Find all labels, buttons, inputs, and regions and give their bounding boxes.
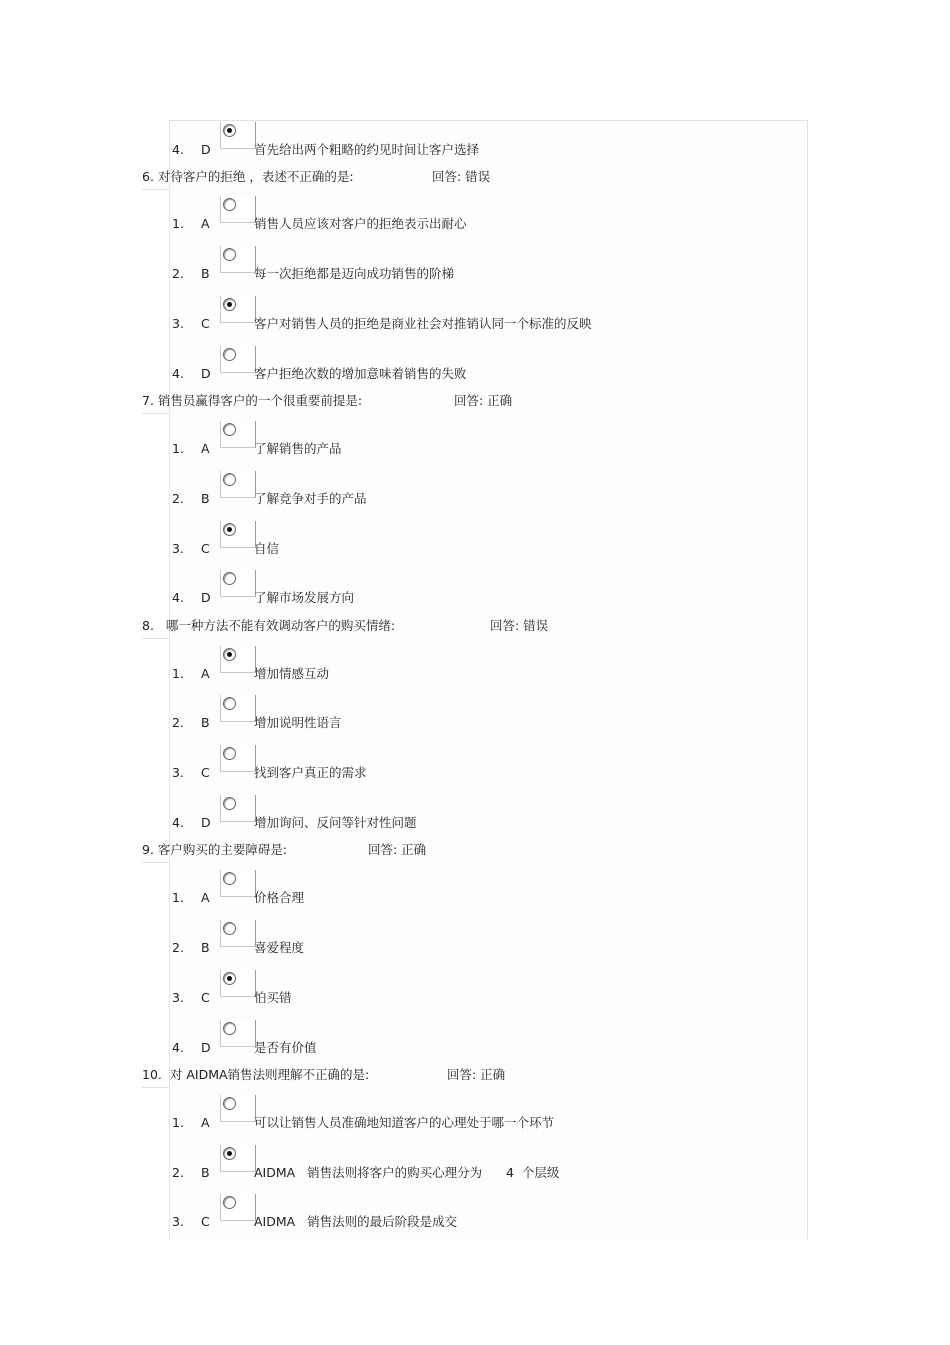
option-number: 1. [172, 441, 184, 456]
radio-button[interactable] [223, 423, 236, 436]
option-text: 首先给出两个粗略的约见时间让客户选择 [254, 142, 480, 157]
question-number: 6. [142, 169, 154, 184]
radio-cell [220, 471, 256, 498]
question-text: 销售员赢得客户的一个很重要前提是: [157, 393, 363, 408]
radio-button[interactable] [223, 697, 236, 710]
radio-button[interactable] [223, 922, 236, 935]
question-number: 10. [142, 1067, 162, 1082]
option-text: 是否有价值 [254, 1040, 317, 1055]
radio-button[interactable] [223, 1022, 236, 1035]
option-text: 找到客户真正的需求 [254, 765, 367, 780]
radio-cell [220, 1020, 256, 1047]
option-letter: D [201, 590, 211, 605]
option-text: 客户对销售人员的拒绝是商业社会对推销认同一个标准的反映 [254, 316, 592, 331]
option-number: 4. [172, 590, 184, 605]
radio-cell [220, 246, 256, 273]
question-number: 9. [142, 842, 154, 857]
option-number: 2. [172, 715, 184, 730]
radio-button[interactable] [223, 298, 236, 311]
radio-button[interactable] [223, 248, 236, 261]
radio-cell [220, 196, 256, 223]
option-number: 2. [172, 491, 184, 506]
radio-button[interactable] [223, 747, 236, 760]
radio-button[interactable] [223, 872, 236, 885]
option-number: 4. [172, 366, 184, 381]
option-text: 增加情感互动 [254, 666, 330, 681]
radio-button[interactable] [223, 1097, 236, 1110]
option-letter: B [201, 266, 210, 281]
radio-button[interactable] [223, 797, 236, 810]
option-letter: B [201, 715, 210, 730]
radio-button[interactable] [223, 348, 236, 361]
option-letter: B [201, 491, 210, 506]
option-number: 3. [172, 765, 184, 780]
radio-cell [220, 695, 256, 722]
radio-button[interactable] [223, 1147, 236, 1160]
option-letter: A [201, 441, 210, 456]
option-letter: A [201, 666, 210, 681]
option-text: 客户拒绝次数的增加意味着销售的失败 [254, 366, 467, 381]
option-number: 2. [172, 266, 184, 281]
radio-cell [220, 1194, 256, 1221]
option-number: 3. [172, 316, 184, 331]
option-text: 怕买错 [254, 990, 292, 1005]
option-letter: D [201, 1040, 211, 1055]
option-number: 1. [172, 666, 184, 681]
option-text: 销售人员应该对客户的拒绝表示出耐心 [254, 216, 467, 231]
option-text: 可以让销售人员准确地知道客户的心理处于哪一个环节 [254, 1115, 555, 1130]
option-number: 1. [172, 1115, 184, 1130]
radio-cell [220, 296, 256, 323]
option-text: 喜爱程度 [254, 940, 305, 955]
option-number: 2. [172, 940, 184, 955]
option-letter: C [201, 541, 210, 556]
question-6 [142, 167, 491, 187]
option-letter: C [201, 765, 210, 780]
option-letter: B [201, 940, 210, 955]
option-letter: D [201, 366, 211, 381]
radio-button[interactable] [223, 1196, 236, 1209]
option-letter: C [201, 316, 210, 331]
answer-status: 回答: 正确 [447, 1067, 506, 1082]
question-8 [142, 616, 549, 636]
option-number: 3. [172, 990, 184, 1005]
radio-cell [220, 920, 256, 947]
radio-cell [220, 570, 256, 597]
option-text: 每一次拒绝都是迈向成功销售的阶梯 [254, 266, 455, 281]
option-text: 了解市场发展方向 [254, 590, 355, 605]
option-number: 1. [172, 216, 184, 231]
option-letter: C [201, 1214, 210, 1229]
answer-status: 回答: 正确 [368, 842, 427, 857]
question-7 [142, 391, 513, 411]
answer-status: 回答: 正确 [454, 393, 513, 408]
option-text: 增加说明性语言 [254, 715, 342, 730]
radio-button[interactable] [223, 198, 236, 211]
option-text: AIDMA 销售法则将客户的购买心理分为 4 个层级 [254, 1165, 560, 1180]
option-letter: D [201, 142, 211, 157]
radio-cell [220, 870, 256, 897]
option-letter: A [201, 216, 210, 231]
radio-cell [220, 646, 256, 673]
answer-status: 回答: 错误 [432, 169, 491, 184]
radio-cell [220, 745, 256, 772]
radio-cell [220, 421, 256, 448]
option-number: 4. [172, 1040, 184, 1055]
question-text: 哪一种方法不能有效调动客户的购买情绪: [165, 618, 396, 633]
option-text: 了解竞争对手的产品 [254, 491, 367, 506]
option-letter: C [201, 990, 210, 1005]
option-number: 3. [172, 1214, 184, 1229]
radio-button[interactable] [223, 648, 236, 661]
option-text: 自信 [254, 541, 280, 556]
radio-cell [220, 970, 256, 997]
option-number: 1. [172, 890, 184, 905]
radio-cell [220, 1145, 256, 1172]
option-letter: A [201, 890, 210, 905]
option-number: 2. [172, 1165, 184, 1180]
radio-cell [220, 521, 256, 548]
question-number: 7. [142, 393, 154, 408]
option-text: 了解销售的产品 [254, 441, 342, 456]
option-number: 3. [172, 541, 184, 556]
radio-cell [220, 346, 256, 373]
question-9 [142, 840, 427, 860]
option-text: 价格合理 [254, 890, 305, 905]
radio-cell [220, 1095, 256, 1122]
option-letter: B [201, 1165, 210, 1180]
radio-button[interactable] [223, 473, 236, 486]
option-number: 4. [172, 815, 184, 830]
radio-cell [220, 795, 256, 822]
question-10 [142, 1065, 506, 1085]
option-letter: A [201, 1115, 210, 1130]
radio-cell [220, 122, 256, 149]
question-text: 对 AIDMA销售法则理解不正确的是: [169, 1067, 370, 1082]
radio-button[interactable] [223, 523, 236, 536]
question-number: 8. [142, 618, 154, 633]
option-number: 4. [172, 142, 184, 157]
question-text: 客户购买的主要障碍是: [157, 842, 288, 857]
question-text: 对待客户的拒绝 ，表述不正确的是: [157, 169, 354, 184]
radio-button[interactable] [223, 972, 236, 985]
radio-button[interactable] [223, 572, 236, 585]
radio-button[interactable] [223, 124, 236, 137]
option-text: 增加询问、反问等针对性问题 [254, 815, 417, 830]
answer-status: 回答: 错误 [490, 618, 549, 633]
option-text: AIDMA 销售法则的最后阶段是成交 [254, 1214, 458, 1229]
option-letter: D [201, 815, 211, 830]
